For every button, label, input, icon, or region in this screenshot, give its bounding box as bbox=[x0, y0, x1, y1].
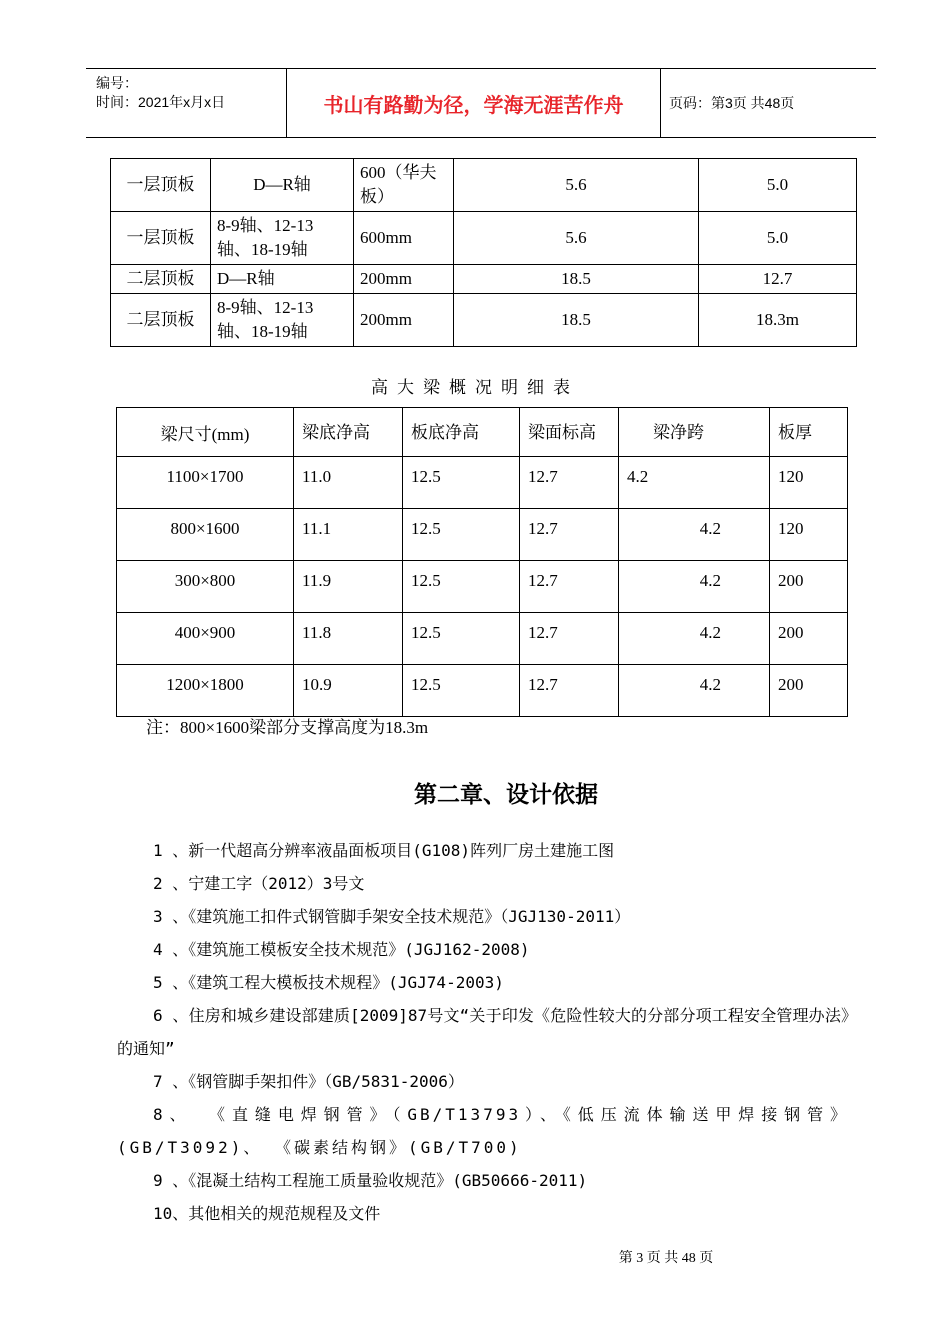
table-row bbox=[117, 509, 848, 561]
document-number-label: 编号： bbox=[96, 75, 138, 91]
table-cell: 12.5 bbox=[403, 613, 520, 665]
table-cell: 600（华夫板） bbox=[354, 159, 454, 212]
beam-table-caption: 高大梁概况明细表 bbox=[371, 378, 579, 397]
table-cell: 4.2 bbox=[619, 457, 770, 509]
page-footer: 第 3 页 共 48 页 bbox=[618, 1251, 714, 1266]
document-time-label: 时间：2021年x月x日 bbox=[96, 94, 226, 110]
table-cell: 5.0 bbox=[699, 159, 857, 212]
table-cell: 120 bbox=[770, 509, 848, 561]
reference-item: 4 、《建筑施工模板安全技术规范》(JGJ162-2008) bbox=[153, 940, 530, 959]
table-cell: 12.7 bbox=[520, 509, 619, 561]
table-header-cell: 梁面标高 bbox=[520, 408, 619, 457]
table-cell: 200 bbox=[770, 561, 848, 613]
table-row bbox=[117, 665, 848, 717]
reference-item: 9 、《混凝土结构工程施工质量验收规范》(GB50666-2011) bbox=[153, 1171, 588, 1190]
table-cell: 1100×1700 bbox=[117, 457, 294, 509]
table-cell: 18.3m bbox=[699, 294, 857, 347]
table-cell: 12.7 bbox=[520, 561, 619, 613]
table-cell: 4.2 bbox=[619, 561, 770, 613]
table-cell: 400×900 bbox=[117, 613, 294, 665]
table-cell: 18.5 bbox=[454, 265, 699, 294]
table-cell: 200mm bbox=[354, 294, 454, 347]
table-cell: 12.5 bbox=[403, 509, 520, 561]
table-cell: 200mm bbox=[354, 265, 454, 294]
table-header-cell: 梁尺寸(mm) bbox=[117, 408, 294, 457]
table-cell: 11.0 bbox=[294, 457, 403, 509]
table-cell: 4.2 bbox=[619, 613, 770, 665]
table-cell: 4.2 bbox=[619, 509, 770, 561]
page-header bbox=[86, 68, 876, 138]
table-cell: 5.0 bbox=[699, 212, 857, 265]
table-cell: 120 bbox=[770, 457, 848, 509]
table-cell: 12.5 bbox=[403, 665, 520, 717]
table-cell: 一层顶板 bbox=[111, 159, 211, 212]
reference-item: 10、其他相关的规范规程及文件 bbox=[153, 1204, 381, 1223]
reference-item: 1 、新一代超高分辨率液晶面板项目(G108)阵列厂房土建施工图 bbox=[153, 841, 615, 860]
table-header-row bbox=[117, 408, 848, 457]
table-cell: 4.2 bbox=[619, 665, 770, 717]
table-cell: 8-9轴、12-13轴、18-19轴 bbox=[211, 294, 354, 347]
reference-item: 5 、《建筑工程大模板技术规程》(JGJ74-2003) bbox=[153, 973, 504, 992]
beam-table-note: 注：800×1600梁部分支撑高度为18.3m bbox=[146, 718, 429, 737]
table-cell: 1200×1800 bbox=[117, 665, 294, 717]
reference-item: 3 、《建筑施工扣件式钢管脚手架安全技术规范》（JGJ130-2011） bbox=[153, 907, 631, 926]
table-cell: 5.6 bbox=[454, 212, 699, 265]
table-row bbox=[111, 265, 857, 294]
chapter-title: 第二章、设计依据 bbox=[414, 782, 598, 808]
table-row bbox=[111, 294, 857, 347]
table-cell: 8-9轴、12-13轴、18-19轴 bbox=[211, 212, 354, 265]
table-cell: 11.8 bbox=[294, 613, 403, 665]
table-cell: 12.7 bbox=[520, 665, 619, 717]
table-cell: 11.9 bbox=[294, 561, 403, 613]
table-cell: 二层顶板 bbox=[111, 265, 211, 294]
table-cell: D—R轴 bbox=[211, 159, 354, 212]
table-cell: 12.7 bbox=[699, 265, 857, 294]
header-meta bbox=[86, 69, 287, 137]
table-row bbox=[117, 561, 848, 613]
table-cell: D—R轴 bbox=[211, 265, 354, 294]
reference-item: 6 、住房和城乡建设部建质[2009]87号文“关于印发《危险性较大的分部分项工程安全管理办法》的通知” bbox=[117, 1006, 849, 1058]
table-row bbox=[111, 212, 857, 265]
table-cell: 12.7 bbox=[520, 613, 619, 665]
header-page-info: 页码：第3页 共48页 bbox=[669, 95, 795, 111]
table-cell: 200 bbox=[770, 665, 848, 717]
reference-item: 8、 《直缝电焊钢管》（GB/T13793）、《低压流体输送甲焊接钢管》(GB/T3092)、 《碳素结构钢》(GB/T700) bbox=[117, 1105, 849, 1157]
table-header-cell: 板底净高 bbox=[403, 408, 520, 457]
reference-item: 7 、《钢管脚手架扣件》（GB/5831-2006） bbox=[153, 1072, 464, 1091]
beam-summary-table bbox=[116, 407, 848, 717]
table-cell: 800×1600 bbox=[117, 509, 294, 561]
table-cell: 600mm bbox=[354, 212, 454, 265]
table-header-cell: 梁底净高 bbox=[294, 408, 403, 457]
table-cell: 一层顶板 bbox=[111, 212, 211, 265]
table-cell: 11.1 bbox=[294, 509, 403, 561]
floor-slab-table bbox=[110, 158, 857, 347]
table-cell: 18.5 bbox=[454, 294, 699, 347]
table-cell: 300×800 bbox=[117, 561, 294, 613]
table-cell: 12.5 bbox=[403, 457, 520, 509]
table-cell: 200 bbox=[770, 613, 848, 665]
table-cell: 12.5 bbox=[403, 561, 520, 613]
table-row bbox=[117, 457, 848, 509]
table-cell: 10.9 bbox=[294, 665, 403, 717]
table-header-cell: 梁净跨 bbox=[619, 408, 770, 457]
table-cell: 12.7 bbox=[520, 457, 619, 509]
table-row bbox=[117, 613, 848, 665]
table-cell: 二层顶板 bbox=[111, 294, 211, 347]
reference-list bbox=[117, 834, 849, 1230]
reference-item: 2 、宁建工字（2012）3号文 bbox=[153, 874, 365, 893]
table-row bbox=[111, 159, 857, 212]
table-cell: 5.6 bbox=[454, 159, 699, 212]
table-header-cell: 板厚 bbox=[770, 408, 848, 457]
header-motto: 书山有路勤为径，学海无涯苦作舟 bbox=[287, 69, 661, 137]
